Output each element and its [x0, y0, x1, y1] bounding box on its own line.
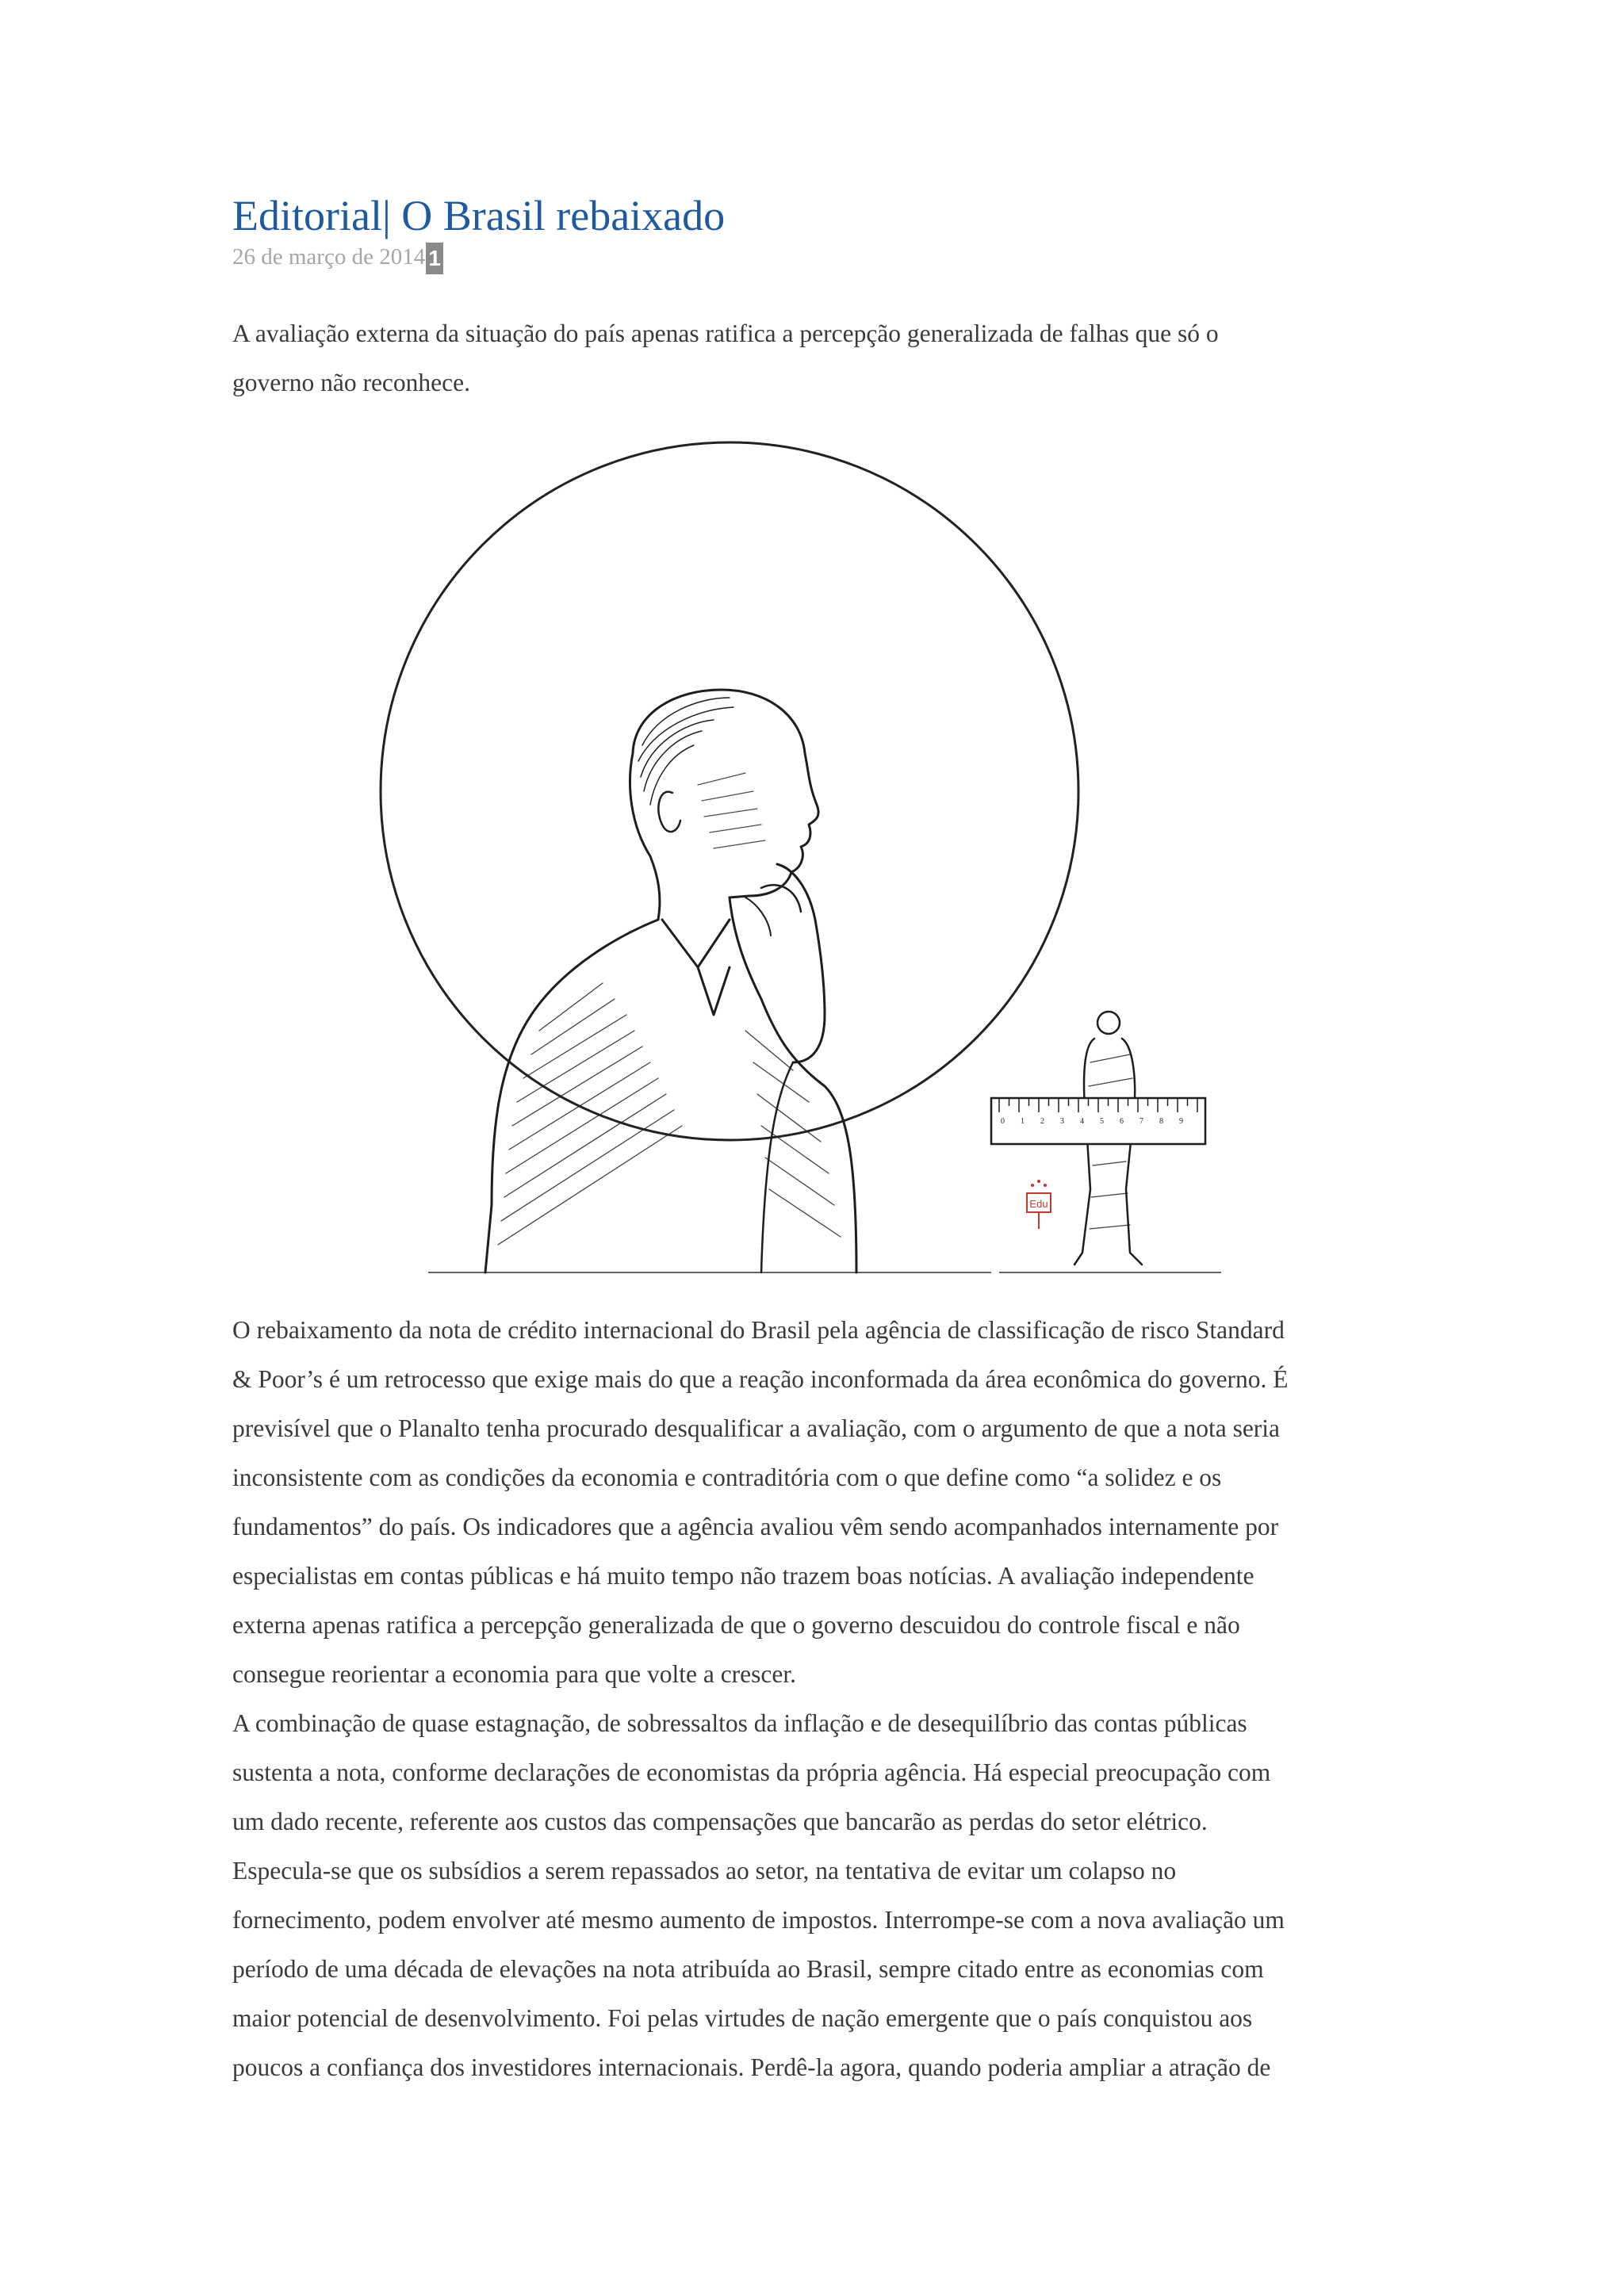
article-body [232, 1306, 1404, 2092]
body-line: maior potencial de desenvolvimento. Foi pelas virtudes de nação emergente que o país conquistou aos [232, 2004, 1253, 2032]
article-title: Editorial| O Brasil rebaixado [232, 192, 726, 239]
article-date-line [232, 239, 443, 274]
ruler-number: 5 [1100, 1117, 1104, 1126]
ruler-number: 6 [1120, 1117, 1124, 1126]
paragraph-1 [232, 1306, 1404, 1699]
thinking-man [485, 690, 856, 1272]
ruler-number: 9 [1179, 1117, 1183, 1126]
ruler-number: 2 [1040, 1117, 1044, 1126]
ruler-number: 0 [1001, 1117, 1005, 1126]
body-line: previsível que o Planalto tenha procurado desqualificar a avaliação, com o argumento de que a nota seria [232, 1414, 1281, 1442]
lead-line: A avaliação externa da situação do país apenas ratifica a percepção generalizada de falhas que só o [232, 320, 1219, 347]
body-line: externa apenas ratifica a percepção generalizada de que o governo descuidou do controle fiscal e não [232, 1611, 1240, 1639]
body-line: período de uma década de elevações na nota atribuída ao Brasil, sempre citado entre as economias com [232, 1955, 1264, 1983]
ruler-number: 3 [1060, 1117, 1064, 1126]
ruler-number: 8 [1159, 1117, 1163, 1126]
body-line: fundamentos” do país. Os indicadores que a agência avaliou vêm sendo acompanhados internamente por [232, 1513, 1279, 1540]
ruler-number: 4 [1080, 1117, 1084, 1126]
cartoonist-signature [1027, 1180, 1051, 1229]
halo-circle [381, 442, 1078, 1140]
body-line: poucos a confiança dos investidores internacionais. Perdê-la agora, quando poderia ampliar a atração de [232, 2053, 1271, 2081]
signature-text: Edu [1029, 1198, 1048, 1210]
paragraph-2 [232, 1699, 1404, 2092]
ruler-number: 1 [1021, 1117, 1025, 1126]
body-line: fornecimento, podem envolver até mesmo aumento de impostos. Interrompe-se com a nova avaliação um [232, 1906, 1285, 1934]
lead-line: governo não reconhece. [232, 369, 470, 396]
body-line: consegue reorientar a economia para que volte a crescer. [232, 1660, 796, 1688]
article-lead [232, 309, 1406, 408]
body-line: & Poor’s é um retrocesso que exige mais do que a reação inconformada da área econômica do governo. É [232, 1365, 1289, 1393]
body-line: Especula-se que os subsídios a serem repassados ao setor, na tentativa de evitar um colapso no [232, 1857, 1177, 1885]
body-line: especialistas em contas públicas e há muito tempo não trazem boas notícias. A avaliação independente [232, 1562, 1254, 1590]
ruler [991, 1098, 1205, 1144]
date-badge: 1 [426, 243, 443, 274]
body-line: sustenta a nota, conforme declarações de economistas da própria agência. Há especial preocupação com [232, 1758, 1271, 1786]
article-date: 26 de março de 2014 [232, 244, 426, 270]
editorial-cartoon [301, 412, 1253, 1292]
body-line: um dado recente, referente aos custos das compensações que bancarão as perdas do setor elétrico. [232, 1808, 1208, 1835]
ruler-number: 7 [1139, 1117, 1143, 1126]
body-line: inconsistente com as condições da economia e contraditória com o que define como “a solidez e os [232, 1464, 1222, 1491]
body-line: A combinação de quase estagnação, de sobressaltos da inflação e de desequilíbrio das contas públicas [232, 1709, 1247, 1737]
body-line: O rebaixamento da nota de crédito internacional do Brasil pela agência de classificação de risco Standard [232, 1316, 1285, 1344]
